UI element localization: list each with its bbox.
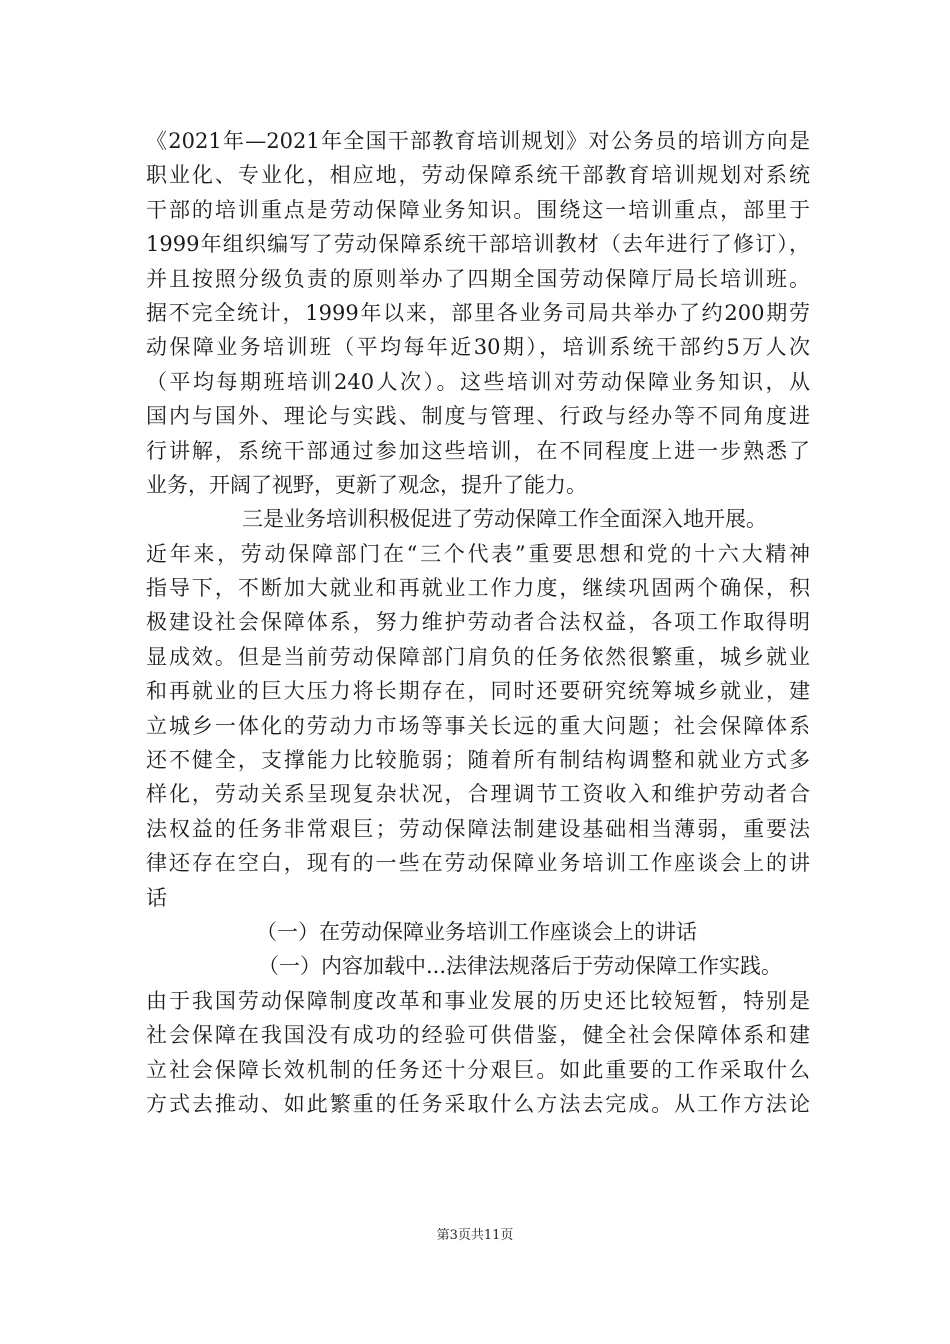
text-line: （一）内容加载中...法律法规落后于劳动保障工作实践。: [258, 954, 783, 979]
text-line: 和再就业的巨大压力将长期存在，同时还要研究统筹城乡就业，建: [146, 679, 810, 704]
text-line: 1999年组织编写了劳动保障系统干部培训教材（去年进行了修订），: [146, 232, 810, 257]
text-line: 社会保障在我国没有成功的经验可供借鉴，健全社会保障体系和建: [146, 1023, 810, 1048]
text-line: 并且按照分级负责的原则举办了四期全国劳动保障厅局长培训班。: [146, 266, 810, 291]
text-line: 极建设社会保障体系，努力维护劳动者合法权益，各项工作取得明: [146, 610, 810, 635]
text-line: 近年来，劳动保障部门在“三个代表”重要思想和党的十六大精神: [146, 541, 810, 566]
text-line: 业务，开阔了视野，更新了观念，提升了能力。: [146, 472, 587, 497]
text-line: （平均每期班培训240人次）。这些培训对劳动保障业务知识，从: [146, 369, 810, 394]
text-line: 话: [146, 885, 167, 910]
text-line: 据不完全统计，1999年以来，部里各业务司局共举办了约200期劳: [146, 300, 810, 325]
text-line: 行讲解，系统干部通过参加这些培训，在不同程度上进一步熟悉了: [146, 438, 810, 463]
text-line: 显成效。但是当前劳动保障部门肩负的任务依然很繁重，城乡就业: [146, 644, 810, 669]
text-line: 立社会保障长效机制的任务还十分艰巨。如此重要的工作采取什么: [146, 1057, 810, 1082]
text-line: （一）在劳动保障业务培训工作座谈会上的讲话: [256, 919, 697, 944]
text-line: 法权益的任务非常艰巨；劳动保障法制建设基础相当薄弱，重要法: [146, 816, 810, 841]
text-line: 律还存在空白，现有的一些在劳动保障业务培训工作座谈会上的讲: [146, 851, 810, 876]
text-line: 指导下，不断加大就业和再就业工作力度，继续巩固两个确保，积: [146, 576, 810, 601]
text-line: 《2021年—2021年全国干部教育培训规划》对公务员的培训方向是: [146, 129, 810, 153]
text-line: 国内与国外、理论与实践、制度与管理、行政与经办等不同角度进: [146, 404, 810, 429]
text-line: 还不健全，支撑能力比较脆弱；随着所有制结构调整和就业方式多: [146, 748, 810, 773]
text-line: 样化，劳动关系呈现复杂状况，合理调节工资收入和维护劳动者合: [146, 782, 810, 807]
text-line: 立城乡一体化的劳动力市场等事关长远的重大问题；社会保障体系: [146, 713, 810, 738]
text-line: 三是业务培训积极促进了劳动保障工作全面深入地开展。: [242, 507, 767, 532]
text-line: 方式去推动、如此繁重的任务采取什么方法去完成。从工作方法论: [146, 1091, 810, 1116]
text-line: 由于我国劳动保障制度改革和事业发展的历史还比较短暂，特别是: [146, 988, 810, 1013]
text-line: 动保障业务培训班（平均每年近30期），培训系统干部约5万人次: [146, 335, 810, 360]
page-number-label: 第3页共11页: [436, 1228, 514, 1243]
text-line: 职业化、专业化，相应地，劳动保障系统干部教育培训规划对系统: [146, 163, 810, 188]
text-line: 干部的培训重点是劳动保障业务知识。围绕这一培训重点，部里于: [146, 197, 810, 222]
document-body: [146, 124, 810, 1121]
page-footer: [0, 1224, 950, 1243]
